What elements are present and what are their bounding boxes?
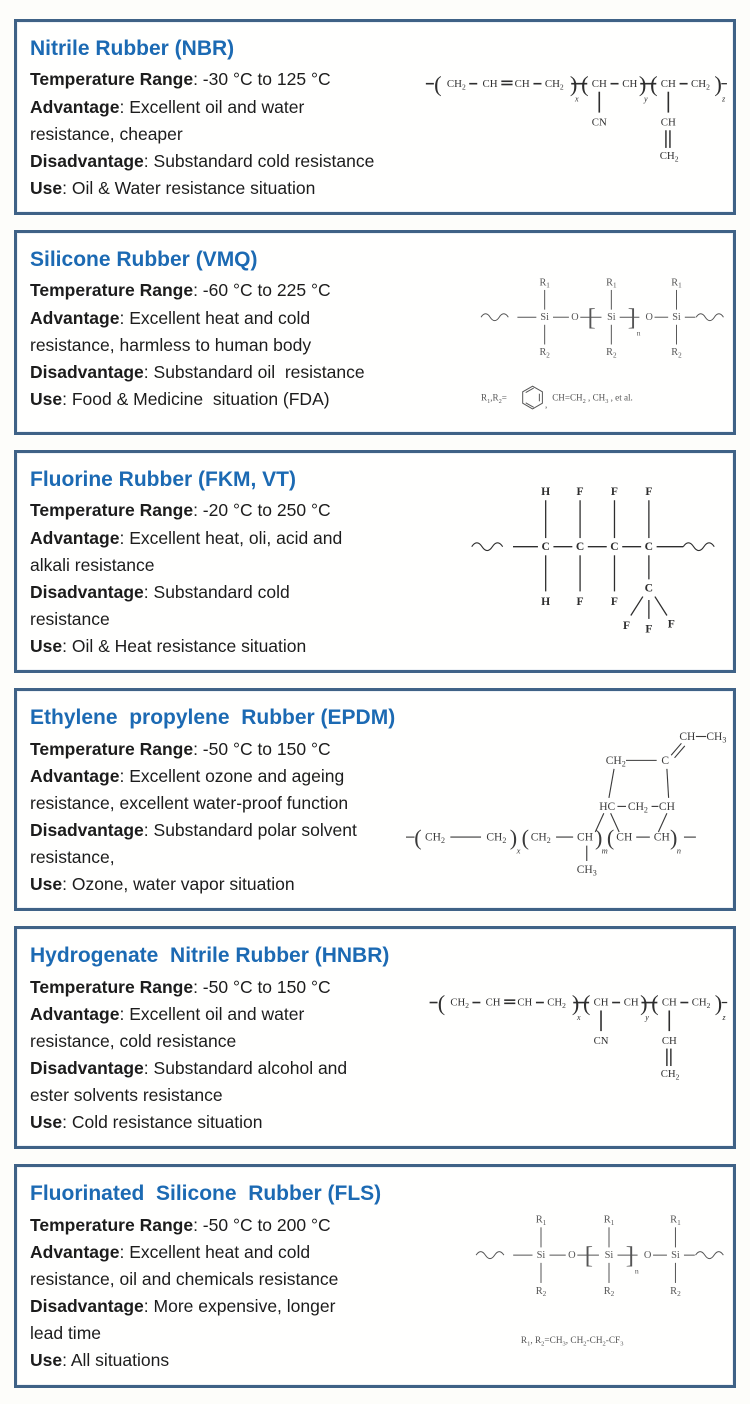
field-text: : Excellent heat and cold — [119, 307, 311, 328]
spec-rows — [30, 1212, 406, 1375]
svg-text:R1: $R_1$ — [671, 277, 682, 290]
svg-text:CH2: $CH_2$ — [547, 997, 566, 1011]
spec-line — [30, 1082, 406, 1109]
field-label: Use — [30, 874, 63, 895]
svg-text:CH: CH — [482, 77, 498, 90]
structure-figure — [406, 463, 731, 660]
spec-line — [30, 359, 406, 386]
svg-text:CH2: $CH_2$ — [530, 831, 551, 846]
spec-line — [30, 277, 406, 304]
field-text: : Ozone, water vapor situation — [62, 874, 295, 895]
svg-text:x: x — [516, 845, 521, 856]
svg-text:): ) — [714, 71, 722, 97]
field-text: : All situations — [62, 1350, 170, 1371]
svg-text:[: [ — [584, 1242, 594, 1270]
structure-figure — [406, 939, 731, 1136]
svg-text:CH2: $CH_2$ — [486, 831, 507, 846]
svg-text:CH2: $CH_2$ — [691, 77, 710, 92]
field-label: Disadvantage — [30, 1058, 144, 1079]
spec-rows — [30, 66, 406, 202]
panel-text-column — [30, 463, 406, 660]
svg-text:]: ] — [627, 303, 636, 331]
spec-line — [30, 525, 406, 552]
field-text: lead time — [30, 1323, 102, 1344]
field-label: Temperature Range — [30, 976, 194, 997]
svg-text:CH2: $CH_2$ — [450, 997, 470, 1011]
svg-text:F: F — [622, 619, 631, 633]
spec-line — [30, 1239, 406, 1266]
field-text: resistance, harmless to human body — [30, 334, 312, 355]
field-text: : Substandard cold resistance — [143, 150, 375, 171]
svg-text:(: ( — [437, 990, 446, 1016]
svg-text:CH2: $CH_2$ — [605, 754, 626, 769]
panel-title: Fluorinated Silicone Rubber (FLS) — [30, 1182, 382, 1206]
spec-line — [30, 579, 406, 606]
spec-line — [30, 1001, 406, 1028]
spec-line — [30, 66, 406, 93]
svg-text:x: x — [577, 1013, 581, 1023]
svg-text:(: ( — [414, 824, 422, 850]
svg-text:CH: CH — [658, 800, 675, 813]
field-label: Advantage — [30, 96, 120, 117]
field-text: : Food & Medicine situation (FDA) — [62, 388, 330, 409]
panel-title: Nitrile Rubber (NBR) — [30, 37, 235, 60]
field-label: Temperature Range — [30, 1214, 194, 1235]
svg-text:R2: $R_2$ — [539, 347, 550, 360]
field-text: : -50 °C to 150 °C — [193, 738, 331, 759]
svg-text:C: C — [644, 540, 654, 554]
svg-text:CH: CH — [661, 1035, 677, 1048]
svg-text:): ) — [714, 990, 723, 1016]
field-label: Advantage — [30, 765, 120, 786]
field-text: resistance, — [30, 847, 115, 868]
svg-text:R2: $R_2$ — [535, 1286, 547, 1299]
field-label: Temperature Range — [30, 69, 194, 90]
svg-text:(: ( — [434, 71, 442, 97]
field-text: : Excellent oil and water — [119, 1003, 305, 1024]
panel-title: Fluorine Rubber (FKM, VT) — [30, 468, 296, 492]
svg-text:C: C — [575, 540, 585, 554]
spec-line — [30, 332, 406, 359]
spec-line — [30, 844, 406, 871]
svg-text:CH=CH2 , CH3 , et al.: $CH=CH_2$ , $CH_3$ , et al. — [552, 392, 633, 405]
svg-text:CH2: $CH_2$ — [627, 800, 648, 815]
structure-figure — [406, 243, 731, 422]
field-text: ester solvents resistance — [30, 1085, 223, 1106]
field-label: Use — [30, 177, 63, 198]
svg-text:O: O — [643, 1250, 652, 1262]
spec-line — [30, 871, 406, 898]
svg-text:R1: $R_1$ — [606, 277, 617, 290]
svg-text:CH2: $CH_2$ — [544, 77, 564, 92]
spec-line — [30, 974, 406, 1001]
svg-text:): ) — [569, 71, 578, 97]
svg-text:F: F — [645, 485, 653, 499]
panel-text-column — [30, 32, 406, 202]
svg-text:C: C — [661, 754, 670, 767]
svg-text:O: O — [568, 1250, 576, 1262]
panel-epdm — [14, 688, 736, 911]
field-text: : Oil & Heat resistance situation — [62, 636, 307, 657]
field-text: : Excellent oil and water — [119, 96, 305, 117]
chemical-structure — [478, 270, 728, 422]
field-label: Advantage — [30, 1003, 120, 1024]
spec-line — [30, 1028, 406, 1055]
field-text: resistance — [30, 608, 110, 629]
panel-vmq — [14, 230, 736, 435]
spec-line — [30, 1212, 406, 1239]
svg-text:): ) — [670, 824, 678, 850]
field-text: resistance, excellent water-proof function — [30, 792, 349, 813]
svg-text:n: n — [636, 328, 641, 338]
spec-rows — [30, 277, 406, 413]
spec-line — [30, 633, 406, 660]
field-text: : Excellent heat and cold — [119, 1241, 311, 1262]
svg-text:O: O — [571, 312, 579, 324]
svg-text:R1: $R_1$ — [535, 1215, 547, 1228]
field-label: Temperature Range — [30, 738, 194, 759]
svg-text:R2: $R_2$ — [606, 347, 617, 360]
svg-text:CH: CH — [485, 997, 501, 1010]
svg-text:F: F — [667, 617, 675, 631]
field-text: : -50 °C to 150 °C — [193, 976, 331, 997]
svg-text:y: y — [644, 94, 648, 104]
field-text: resistance, oil and chemicals resistance — [30, 1269, 339, 1290]
svg-text:R2: $R_2$ — [670, 1286, 681, 1299]
svg-text:F: F — [645, 622, 653, 636]
svg-text:CH: CH — [514, 77, 530, 90]
spec-rows — [30, 974, 406, 1137]
svg-text:F: F — [576, 595, 584, 609]
svg-text:R1: $R_1$ — [603, 1215, 615, 1228]
field-text: : Substandard polar solvent — [143, 819, 357, 840]
panel-title: Hydrogenate Nitrile Rubber (HNBR) — [30, 944, 390, 968]
spec-line — [30, 606, 406, 633]
svg-text:R2: $R_2$ — [671, 347, 682, 360]
field-label: Use — [30, 388, 63, 409]
svg-text:CH: CH — [660, 77, 676, 90]
panel-fkm — [14, 450, 736, 673]
svg-text:,: , — [545, 399, 548, 410]
svg-text:C: C — [610, 540, 619, 554]
svg-text:): ) — [509, 824, 518, 850]
svg-text:O: O — [645, 312, 653, 324]
field-text: resistance, cold resistance — [30, 1030, 237, 1051]
svg-text:F: F — [576, 485, 584, 499]
field-label: Advantage — [30, 307, 120, 328]
svg-text:CH3: $CH_3$ — [576, 864, 597, 878]
svg-text:C: C — [644, 581, 654, 595]
field-text: : Cold resistance situation — [62, 1112, 263, 1133]
svg-text:CH2: $CH_2$ — [691, 997, 711, 1011]
chemical-structure — [473, 1207, 728, 1362]
field-label: Temperature Range — [30, 500, 194, 521]
svg-text:CH: CH — [653, 831, 670, 844]
spec-line — [30, 552, 406, 579]
field-text: : Excellent heat, oli, acid and — [119, 527, 343, 548]
field-text: : Substandard oil resistance — [143, 361, 365, 382]
panel-fls — [14, 1164, 736, 1387]
svg-text:): ) — [640, 990, 648, 1016]
field-text: resistance, cheaper — [30, 123, 183, 144]
panel-nbr — [14, 19, 736, 215]
svg-text:(: ( — [606, 824, 615, 850]
field-text: alkali resistance — [30, 554, 155, 575]
spec-line — [30, 386, 406, 413]
svg-text:Si: Si — [672, 312, 681, 324]
spec-line — [30, 175, 406, 202]
svg-text:CH: CH — [517, 997, 533, 1010]
svg-text:y: y — [645, 1013, 649, 1023]
spec-rows — [30, 497, 406, 660]
svg-text:CH2: $CH_2$ — [659, 150, 679, 164]
spec-line — [30, 497, 406, 524]
panel-title: Silicone Rubber (VMQ) — [30, 248, 258, 272]
svg-text:x: x — [575, 94, 579, 104]
field-label: Use — [30, 1112, 63, 1133]
spec-line — [30, 817, 406, 844]
svg-text:CH: CH — [577, 831, 594, 844]
svg-text:F: F — [610, 485, 619, 499]
svg-text:(: ( — [521, 824, 530, 850]
spec-line — [30, 1109, 406, 1136]
chemical-structure — [424, 58, 728, 168]
spec-line — [30, 305, 406, 332]
field-label: Disadvantage — [30, 150, 144, 171]
svg-text:C: C — [541, 540, 550, 554]
svg-text:R2: $R_2$ — [603, 1286, 615, 1299]
structure-figure — [406, 32, 731, 202]
field-text: : -30 °C to 125 °C — [193, 69, 331, 90]
svg-text:]: ] — [625, 1242, 634, 1270]
structure-figure — [406, 1177, 731, 1374]
panel-text-column — [30, 1177, 406, 1374]
field-text: : Excellent ozone and ageing — [119, 765, 345, 786]
field-label: Advantage — [30, 527, 120, 548]
svg-text:CH: CH — [623, 997, 639, 1010]
svg-text:R1,R2=: $R_1,R_2=$ — [481, 392, 507, 405]
svg-text:z: z — [722, 1013, 726, 1023]
spec-line — [30, 736, 406, 763]
spec-line — [30, 148, 406, 175]
svg-text:CH: CH — [593, 997, 609, 1010]
svg-text:(: ( — [581, 71, 589, 97]
svg-text:CH: CH — [679, 731, 696, 744]
field-label: Use — [30, 1350, 63, 1371]
spec-line — [30, 1293, 406, 1320]
svg-text:n: n — [676, 845, 681, 856]
svg-text:CH: CH — [622, 77, 638, 90]
svg-text:R1: $R_1$ — [670, 1215, 681, 1228]
svg-text:CH: CH — [661, 997, 677, 1010]
svg-text:): ) — [638, 71, 647, 97]
spec-rows — [30, 736, 406, 899]
svg-text:HC: HC — [599, 800, 616, 813]
svg-text:F: F — [610, 595, 619, 609]
svg-text:H: H — [541, 595, 551, 609]
field-text: : -50 °C to 200 °C — [193, 1214, 331, 1235]
field-label: Disadvantage — [30, 361, 144, 382]
svg-text:): ) — [594, 824, 603, 850]
svg-text:m: m — [601, 845, 608, 856]
svg-text:CH: CH — [660, 116, 676, 129]
svg-text:(: ( — [583, 990, 591, 1016]
spec-line — [30, 1055, 406, 1082]
spec-line — [30, 790, 406, 817]
field-label: Use — [30, 636, 63, 657]
svg-text:[: [ — [587, 303, 596, 331]
field-text: : -60 °C to 225 °C — [193, 280, 331, 301]
spec-line — [30, 1266, 406, 1293]
chemical-structure — [406, 721, 730, 885]
svg-text:n: n — [634, 1267, 639, 1277]
field-text: : Oil & Water resistance situation — [62, 177, 316, 198]
svg-text:CN: CN — [593, 1035, 609, 1048]
panel-hnbr — [14, 926, 736, 1149]
svg-text:H: H — [541, 485, 551, 499]
chemical-structure — [470, 471, 728, 643]
panel-text-column — [30, 243, 406, 422]
svg-text:CH: CH — [591, 77, 607, 90]
svg-text:CH2: $CH_2$ — [446, 77, 466, 92]
svg-text:R1: $R_1$ — [539, 277, 550, 290]
svg-text:z: z — [722, 94, 726, 104]
spec-line — [30, 94, 406, 121]
svg-text:CH: CH — [616, 831, 633, 844]
svg-text:(: ( — [651, 990, 659, 1016]
panel-text-column — [30, 939, 406, 1136]
svg-text:Si: Si — [671, 1250, 680, 1262]
svg-text:(: ( — [650, 71, 658, 97]
spec-line — [30, 763, 406, 790]
svg-text:): ) — [571, 990, 580, 1016]
structure-figure — [406, 701, 733, 898]
field-text: : More expensive, longer — [143, 1296, 336, 1317]
chemical-structure — [428, 977, 728, 1086]
panel-title: Ethylene propylene Rubber (EPDM) — [30, 706, 396, 730]
svg-text:CH3: $CH_3$ — [706, 731, 727, 745]
svg-text:Si: Si — [536, 1250, 546, 1262]
svg-text:Si: Si — [607, 312, 616, 324]
field-label: Temperature Range — [30, 280, 194, 301]
field-label: Advantage — [30, 1241, 120, 1262]
field-text: : -20 °C to 250 °C — [193, 500, 331, 521]
panel-text-column — [30, 701, 406, 898]
field-label: Disadvantage — [30, 581, 144, 602]
field-text: : Substandard alcohol and — [143, 1058, 348, 1079]
field-label: Disadvantage — [30, 819, 144, 840]
field-text: : Substandard cold — [143, 581, 290, 602]
svg-text:CH2: $CH_2$ — [660, 1068, 680, 1082]
svg-text:R1, R2=CH3, CH2-CH2-CF3: $R_1$, $R_2=CH_3$, $CH_2-CH_2-CF_3$ — [520, 1336, 624, 1348]
field-label: Disadvantage — [30, 1296, 144, 1317]
spec-line — [30, 121, 406, 148]
svg-text:CH2: $CH_2$ — [424, 831, 445, 846]
spec-line — [30, 1347, 406, 1374]
svg-text:Si: Si — [540, 312, 549, 324]
svg-text:Si: Si — [604, 1250, 614, 1262]
svg-text:CN: CN — [591, 116, 607, 129]
spec-line — [30, 1320, 406, 1347]
